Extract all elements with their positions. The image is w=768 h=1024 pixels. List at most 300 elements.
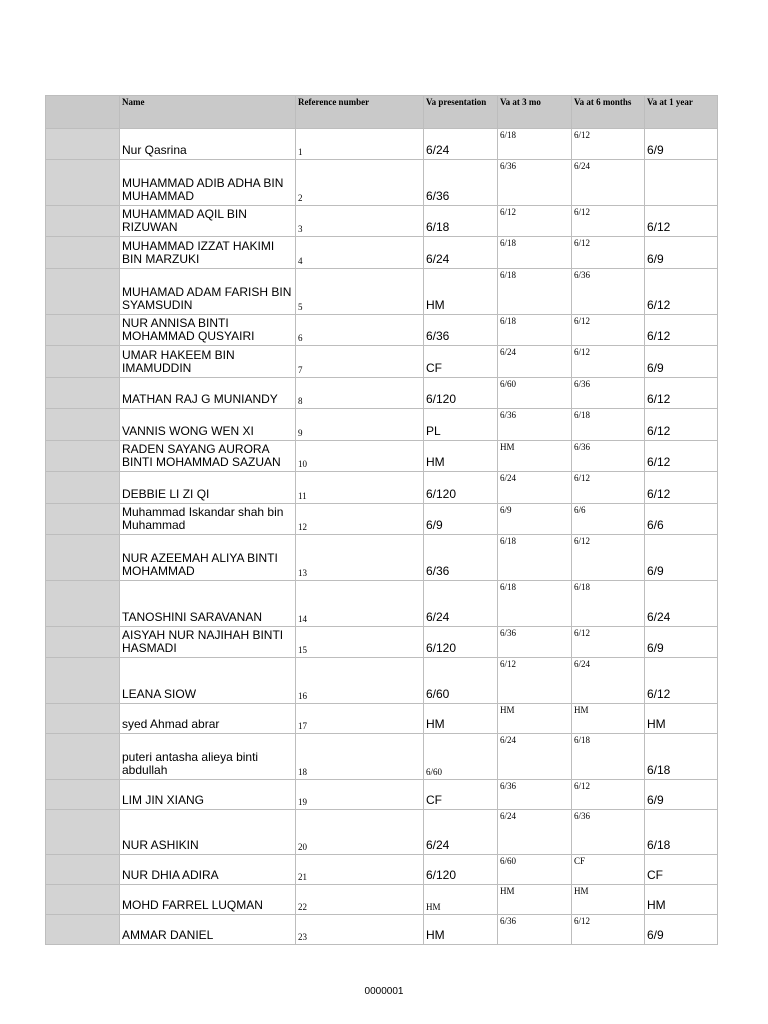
row-header-cell[interactable] — [46, 810, 120, 855]
patient-name: RADEN SAYANG AURORA BINTI MOHAMMAD SAZUAN — [122, 442, 281, 469]
cell-va-6mo[interactable] — [572, 409, 645, 441]
cell-reference-number[interactable] — [296, 915, 424, 945]
table-row — [46, 885, 718, 915]
cell-name[interactable] — [120, 734, 296, 780]
cell-va-6mo[interactable] — [572, 627, 645, 658]
cell-reference-number[interactable] — [296, 627, 424, 658]
cell-reference-number[interactable] — [296, 734, 424, 780]
cell-va-3mo-value: 6/24 — [500, 347, 517, 357]
patient-name: DEBBIE LI ZI QI — [122, 487, 210, 501]
table-row — [46, 535, 718, 581]
va-presentation-value: 6/120 — [426, 868, 457, 882]
reference-number: 21 — [298, 872, 307, 882]
cell-name[interactable] — [120, 885, 296, 915]
row-header-cell[interactable] — [46, 885, 120, 915]
cell-va-presentation[interactable] — [424, 581, 498, 627]
va-presentation-value: HM — [426, 928, 445, 942]
cell-va-presentation[interactable] — [424, 160, 498, 206]
va-presentation-value: 6/120 — [426, 487, 457, 501]
reference-number: 14 — [298, 614, 307, 624]
cell-va-presentation[interactable] — [424, 346, 498, 378]
cell-va-1yr[interactable] — [645, 658, 718, 704]
patient-name: AMMAR DANIEL — [122, 928, 214, 942]
cell-va-6mo[interactable] — [572, 734, 645, 780]
patient-name: MUHAMMAD ADIB ADHA BIN MUHAMMAD — [122, 176, 284, 203]
va-1yr-value: 6/9 — [647, 928, 664, 942]
cell-va-presentation[interactable] — [424, 315, 498, 346]
cell-va-3mo-value: 6/36 — [500, 410, 517, 420]
cell-va-presentation[interactable] — [424, 810, 498, 855]
cell-name[interactable] — [120, 504, 296, 535]
row-header-cell[interactable] — [46, 855, 120, 885]
va-1yr-value: 6/9 — [647, 564, 664, 578]
table-row — [46, 581, 718, 627]
table-row — [46, 472, 718, 504]
row-header-cell[interactable] — [46, 378, 120, 409]
cell-va-6mo[interactable] — [572, 855, 645, 885]
patient-name: Muhammad Iskandar shah bin Muhammad — [122, 505, 284, 532]
patient-name: LIM JIN XIANG — [122, 793, 205, 807]
row-header-blank — [46, 96, 120, 129]
table-row — [46, 315, 718, 346]
cell-va-1yr[interactable] — [645, 346, 718, 378]
cell-va-6mo[interactable] — [572, 472, 645, 504]
cell-va-3mo-value: 6/9 — [500, 505, 512, 515]
table-row — [46, 206, 718, 237]
patient-name: MUHAMMAD IZZAT HAKIMI BIN MARZUKI — [122, 239, 275, 266]
cell-reference-number[interactable] — [296, 269, 424, 315]
cell-va-1yr[interactable] — [645, 535, 718, 581]
cell-va-6mo[interactable] — [572, 315, 645, 346]
row-header-cell[interactable] — [46, 409, 120, 441]
va-1yr-value: 6/12 — [647, 392, 671, 406]
reference-number: 4 — [298, 256, 303, 266]
cell-va-1yr[interactable] — [645, 378, 718, 409]
cell-name[interactable] — [120, 441, 296, 472]
cell-va-presentation[interactable] — [424, 269, 498, 315]
cell-reference-number[interactable] — [296, 378, 424, 409]
cell-name[interactable] — [120, 472, 296, 504]
cell-va-6mo[interactable] — [572, 237, 645, 269]
row-header-cell[interactable] — [46, 441, 120, 472]
cell-va-presentation[interactable] — [424, 885, 498, 915]
cell-va-6mo-value: 6/24 — [574, 161, 591, 171]
va-presentation-value: PL — [426, 424, 441, 438]
cell-va-6mo[interactable] — [572, 810, 645, 855]
va-presentation-value: 6/24 — [426, 610, 450, 624]
cell-va-3mo[interactable] — [498, 581, 572, 627]
patient-name: VANNIS WONG WEN XI — [122, 424, 254, 438]
table-row — [46, 780, 718, 810]
cell-va-6mo[interactable] — [572, 206, 645, 237]
cell-name[interactable] — [120, 160, 296, 206]
cell-va-presentation[interactable] — [424, 734, 498, 780]
va-1yr-value: 6/12 — [647, 329, 671, 343]
cell-name[interactable] — [120, 535, 296, 581]
table-row — [46, 855, 718, 885]
cell-va-presentation[interactable] — [424, 472, 498, 504]
cell-va-1yr[interactable] — [645, 855, 718, 885]
va-1yr-value: 6/9 — [647, 143, 664, 157]
va-1yr-value: 6/18 — [647, 838, 671, 852]
cell-va-presentation[interactable] — [424, 915, 498, 945]
cell-va-6mo-value: 6/12 — [574, 536, 591, 546]
reference-number: 23 — [298, 932, 307, 942]
cell-name[interactable] — [120, 581, 296, 627]
cell-reference-number[interactable] — [296, 504, 424, 535]
reference-number: 16 — [298, 691, 307, 701]
cell-va-3mo-value: 6/12 — [500, 207, 517, 217]
va-1yr-value: 6/9 — [647, 361, 664, 375]
va-1yr-value: 6/9 — [647, 793, 664, 807]
cell-va-6mo[interactable] — [572, 160, 645, 206]
cell-va-6mo-value: 6/12 — [574, 316, 591, 326]
cell-va-3mo-value: 6/18 — [500, 238, 517, 248]
table-row — [46, 915, 718, 945]
va-presentation-value: 6/24 — [426, 252, 450, 266]
va-1yr-value: 6/9 — [647, 641, 664, 655]
row-header-cell[interactable] — [46, 504, 120, 535]
patient-name: NUR ANNISA BINTI MOHAMMAD QUSYAIRI — [122, 316, 255, 343]
cell-va-presentation[interactable] — [424, 855, 498, 885]
cell-va-1yr[interactable] — [645, 504, 718, 535]
cell-va-3mo-value: 6/24 — [500, 473, 517, 483]
cell-name[interactable] — [120, 915, 296, 945]
cell-va-3mo[interactable] — [498, 810, 572, 855]
va-presentation-value: HM — [426, 717, 445, 731]
patient-name: NUR DHIA ADIRA — [122, 868, 219, 882]
cell-va-1yr[interactable] — [645, 581, 718, 627]
reference-number: 15 — [298, 645, 307, 655]
cell-va-1yr[interactable] — [645, 129, 718, 160]
cell-va-1yr[interactable] — [645, 269, 718, 315]
va-presentation-value: HM — [426, 298, 445, 312]
va-1yr-value: 6/9 — [647, 252, 664, 266]
cell-va-6mo-value: HM — [574, 886, 589, 896]
va-1yr-value: CF — [647, 868, 663, 882]
cell-va-6mo[interactable] — [572, 269, 645, 315]
cell-va-3mo-value: 6/18 — [500, 582, 517, 592]
cell-name[interactable] — [120, 206, 296, 237]
reference-number: 11 — [298, 491, 307, 501]
cell-reference-number[interactable] — [296, 810, 424, 855]
cell-va-3mo[interactable] — [498, 704, 572, 734]
row-header-cell[interactable] — [46, 627, 120, 658]
cell-name[interactable] — [120, 409, 296, 441]
table-row — [46, 441, 718, 472]
va-1yr-value: 6/24 — [647, 610, 671, 624]
cell-reference-number[interactable] — [296, 206, 424, 237]
cell-va-presentation[interactable] — [424, 535, 498, 581]
cell-va-presentation[interactable] — [424, 409, 498, 441]
cell-va-6mo-value: 6/12 — [574, 628, 591, 638]
patient-name: Nur Qasrina — [122, 143, 187, 157]
cell-va-presentation[interactable] — [424, 504, 498, 535]
cell-name[interactable] — [120, 627, 296, 658]
cell-va-6mo-value: 6/36 — [574, 442, 591, 452]
row-header-cell[interactable] — [46, 160, 120, 206]
va-presentation-value: 6/120 — [426, 392, 457, 406]
va-1yr-value: HM — [647, 717, 666, 731]
cell-va-6mo[interactable] — [572, 885, 645, 915]
cell-va-3mo[interactable] — [498, 346, 572, 378]
header-va-1yr[interactable]: Va at 1 year — [645, 96, 718, 129]
cell-va-6mo[interactable] — [572, 504, 645, 535]
row-header-cell[interactable] — [46, 129, 120, 160]
va-1yr-value: 6/18 — [647, 763, 671, 777]
cell-va-1yr[interactable] — [645, 780, 718, 810]
header-va-6mo[interactable]: Va at 6 months — [572, 96, 645, 129]
va-1yr-value: 6/12 — [647, 487, 671, 501]
cell-reference-number[interactable] — [296, 346, 424, 378]
cell-name[interactable] — [120, 780, 296, 810]
header-va-3mo[interactable]: Va at 3 mo — [498, 96, 572, 129]
cell-va-1yr[interactable] — [645, 704, 718, 734]
table-row — [46, 378, 718, 409]
cell-va-1yr[interactable] — [645, 160, 718, 206]
cell-va-3mo[interactable] — [498, 734, 572, 780]
va-1yr-value: HM — [647, 898, 666, 912]
va-presentation-value: 6/60 — [426, 767, 443, 777]
cell-va-1yr[interactable] — [645, 472, 718, 504]
page-footer-code: 0000001 — [364, 986, 404, 997]
cell-va-3mo[interactable] — [498, 378, 572, 409]
patient-name: LEANA SIOW — [122, 687, 197, 701]
cell-va-presentation[interactable] — [424, 780, 498, 810]
row-header-cell[interactable] — [46, 581, 120, 627]
cell-name[interactable] — [120, 129, 296, 160]
cell-va-presentation[interactable] — [424, 129, 498, 160]
cell-va-1yr[interactable] — [645, 237, 718, 269]
reference-number: 6 — [298, 333, 303, 343]
cell-va-6mo-value: 6/12 — [574, 347, 591, 357]
cell-va-6mo[interactable] — [572, 704, 645, 734]
cell-reference-number[interactable] — [296, 315, 424, 346]
cell-va-6mo[interactable] — [572, 378, 645, 409]
cell-va-3mo-value: 6/18 — [500, 536, 517, 546]
cell-reference-number[interactable] — [296, 885, 424, 915]
cell-va-6mo[interactable] — [572, 129, 645, 160]
header-va-presentation[interactable]: Va presentation — [424, 96, 498, 129]
cell-va-6mo-value: 6/12 — [574, 207, 591, 217]
va-presentation-value: 6/9 — [426, 518, 443, 532]
cell-va-3mo[interactable] — [498, 206, 572, 237]
table-row — [46, 504, 718, 535]
cell-va-1yr[interactable] — [645, 734, 718, 780]
table-row — [46, 269, 718, 315]
reference-number: 2 — [298, 193, 303, 203]
patient-name: NUR AZEEMAH ALIYA BINTI MOHAMMAD — [122, 551, 278, 578]
va-presentation-value: CF — [426, 793, 442, 807]
cell-va-6mo-value: 6/12 — [574, 473, 591, 483]
cell-va-6mo-value: CF — [574, 856, 586, 866]
cell-va-6mo-value: 6/12 — [574, 916, 591, 926]
cell-va-3mo-value: 6/60 — [500, 379, 517, 389]
cell-va-presentation[interactable] — [424, 704, 498, 734]
patient-name: TANOSHINI SARAVANAN — [122, 610, 263, 624]
cell-va-3mo[interactable] — [498, 441, 572, 472]
va-presentation-value: 6/18 — [426, 220, 450, 234]
cell-reference-number[interactable] — [296, 409, 424, 441]
cell-reference-number[interactable] — [296, 472, 424, 504]
patient-name: MUHAMAD ADAM FARISH BIN SYAMSUDIN — [122, 285, 292, 312]
cell-va-6mo[interactable] — [572, 915, 645, 945]
reference-number: 1 — [298, 147, 303, 157]
row-header-cell[interactable] — [46, 237, 120, 269]
cell-name[interactable] — [120, 237, 296, 269]
row-header-cell[interactable] — [46, 915, 120, 945]
reference-number: 20 — [298, 842, 307, 852]
header-name[interactable]: Name — [120, 96, 296, 129]
reference-number: 12 — [298, 522, 307, 532]
cell-va-3mo[interactable] — [498, 885, 572, 915]
cell-reference-number[interactable] — [296, 441, 424, 472]
reference-number: 3 — [298, 224, 303, 234]
cell-va-3mo[interactable] — [498, 269, 572, 315]
cell-va-3mo[interactable] — [498, 409, 572, 441]
cell-reference-number[interactable] — [296, 535, 424, 581]
cell-reference-number[interactable] — [296, 658, 424, 704]
cell-name[interactable] — [120, 810, 296, 855]
cell-va-6mo-value: 6/12 — [574, 781, 591, 791]
va-presentation-value: 6/60 — [426, 687, 450, 701]
cell-va-6mo[interactable] — [572, 780, 645, 810]
cell-va-3mo[interactable] — [498, 627, 572, 658]
cell-name[interactable] — [120, 315, 296, 346]
table-row — [46, 237, 718, 269]
cell-reference-number[interactable] — [296, 704, 424, 734]
row-header-cell[interactable] — [46, 780, 120, 810]
va-presentation-value: 6/36 — [426, 329, 450, 343]
va-presentation-value: 6/24 — [426, 143, 450, 157]
cell-name[interactable] — [120, 346, 296, 378]
cell-va-3mo-value: 6/36 — [500, 628, 517, 638]
va-presentation-value: 6/36 — [426, 189, 450, 203]
header-reference-number[interactable]: Reference number — [296, 96, 424, 129]
table-row — [46, 160, 718, 206]
cell-reference-number[interactable] — [296, 237, 424, 269]
row-header-cell[interactable] — [46, 734, 120, 780]
cell-va-3mo[interactable] — [498, 129, 572, 160]
cell-name[interactable] — [120, 378, 296, 409]
patient-name: syed Ahmad abrar — [122, 717, 220, 731]
patient-name: MATHAN RAJ G MUNIANDY — [122, 392, 278, 406]
cell-va-1yr[interactable] — [645, 409, 718, 441]
cell-va-3mo-value: 6/18 — [500, 130, 517, 140]
table-row — [46, 704, 718, 734]
cell-va-6mo-value: 6/18 — [574, 582, 591, 592]
cell-va-3mo[interactable] — [498, 658, 572, 704]
cell-va-6mo[interactable] — [572, 581, 645, 627]
patient-name: NUR ASHIKIN — [122, 838, 199, 852]
table-row — [46, 627, 718, 658]
cell-name[interactable] — [120, 704, 296, 734]
row-header-cell[interactable] — [46, 269, 120, 315]
cell-va-presentation[interactable] — [424, 441, 498, 472]
cell-va-3mo[interactable] — [498, 855, 572, 885]
cell-va-3mo[interactable] — [498, 915, 572, 945]
header-row — [46, 96, 718, 129]
cell-va-presentation[interactable] — [424, 658, 498, 704]
cell-va-3mo[interactable] — [498, 535, 572, 581]
row-header-cell[interactable] — [46, 206, 120, 237]
cell-reference-number[interactable] — [296, 855, 424, 885]
row-header-cell[interactable] — [46, 472, 120, 504]
cell-name[interactable] — [120, 855, 296, 885]
cell-va-6mo-value: HM — [574, 705, 589, 715]
row-header-cell[interactable] — [46, 704, 120, 734]
cell-va-1yr[interactable] — [645, 915, 718, 945]
va-presentation-value: HM — [426, 902, 441, 912]
row-header-cell[interactable] — [46, 346, 120, 378]
reference-number: 7 — [298, 365, 303, 375]
cell-va-3mo[interactable] — [498, 315, 572, 346]
cell-va-1yr[interactable] — [645, 810, 718, 855]
va-1yr-value: 6/6 — [647, 518, 664, 532]
cell-va-6mo-value: 6/24 — [574, 659, 591, 669]
cell-va-3mo[interactable] — [498, 160, 572, 206]
row-header-cell[interactable] — [46, 535, 120, 581]
cell-name[interactable] — [120, 658, 296, 704]
cell-va-6mo-value: 6/12 — [574, 238, 591, 248]
va-presentation-value: CF — [426, 361, 442, 375]
cell-va-presentation[interactable] — [424, 378, 498, 409]
cell-reference-number[interactable] — [296, 160, 424, 206]
cell-va-3mo-value: 6/12 — [500, 659, 517, 669]
cell-reference-number[interactable] — [296, 129, 424, 160]
cell-va-3mo-value: 6/36 — [500, 161, 517, 171]
cell-va-6mo[interactable] — [572, 346, 645, 378]
cell-va-3mo[interactable] — [498, 780, 572, 810]
cell-va-6mo[interactable] — [572, 658, 645, 704]
cell-va-6mo-value: 6/12 — [574, 130, 591, 140]
row-header-cell[interactable] — [46, 315, 120, 346]
cell-va-6mo[interactable] — [572, 535, 645, 581]
row-header-cell[interactable] — [46, 658, 120, 704]
cell-va-3mo-value: 6/18 — [500, 270, 517, 280]
cell-reference-number[interactable] — [296, 780, 424, 810]
table-row — [46, 658, 718, 704]
va-1yr-value: 6/12 — [647, 455, 671, 469]
cell-va-6mo-value: 6/36 — [574, 270, 591, 280]
cell-va-presentation[interactable] — [424, 237, 498, 269]
cell-va-3mo-value: HM — [500, 705, 515, 715]
reference-number: 10 — [298, 459, 307, 469]
cell-va-3mo[interactable] — [498, 237, 572, 269]
table-row — [46, 734, 718, 780]
patient-name: MUHAMMAD AQIL BIN RIZUWAN — [122, 207, 247, 234]
cell-va-1yr[interactable] — [645, 315, 718, 346]
cell-va-1yr[interactable] — [645, 627, 718, 658]
cell-va-3mo-value: 6/24 — [500, 811, 517, 821]
cell-reference-number[interactable] — [296, 581, 424, 627]
cell-va-6mo-value: 6/6 — [574, 505, 586, 515]
cell-va-1yr[interactable] — [645, 885, 718, 915]
patient-name: UMAR HAKEEM BIN IMAMUDDIN — [122, 348, 235, 375]
reference-number: 9 — [298, 428, 303, 438]
cell-name[interactable] — [120, 269, 296, 315]
cell-va-presentation[interactable] — [424, 206, 498, 237]
cell-va-3mo[interactable] — [498, 504, 572, 535]
cell-va-presentation[interactable] — [424, 627, 498, 658]
va-1yr-value: 6/12 — [647, 424, 671, 438]
cell-va-6mo[interactable] — [572, 441, 645, 472]
cell-va-1yr[interactable] — [645, 206, 718, 237]
cell-va-1yr[interactable] — [645, 441, 718, 472]
cell-va-3mo[interactable] — [498, 472, 572, 504]
reference-number: 19 — [298, 797, 307, 807]
visual-acuity-table — [45, 95, 718, 945]
